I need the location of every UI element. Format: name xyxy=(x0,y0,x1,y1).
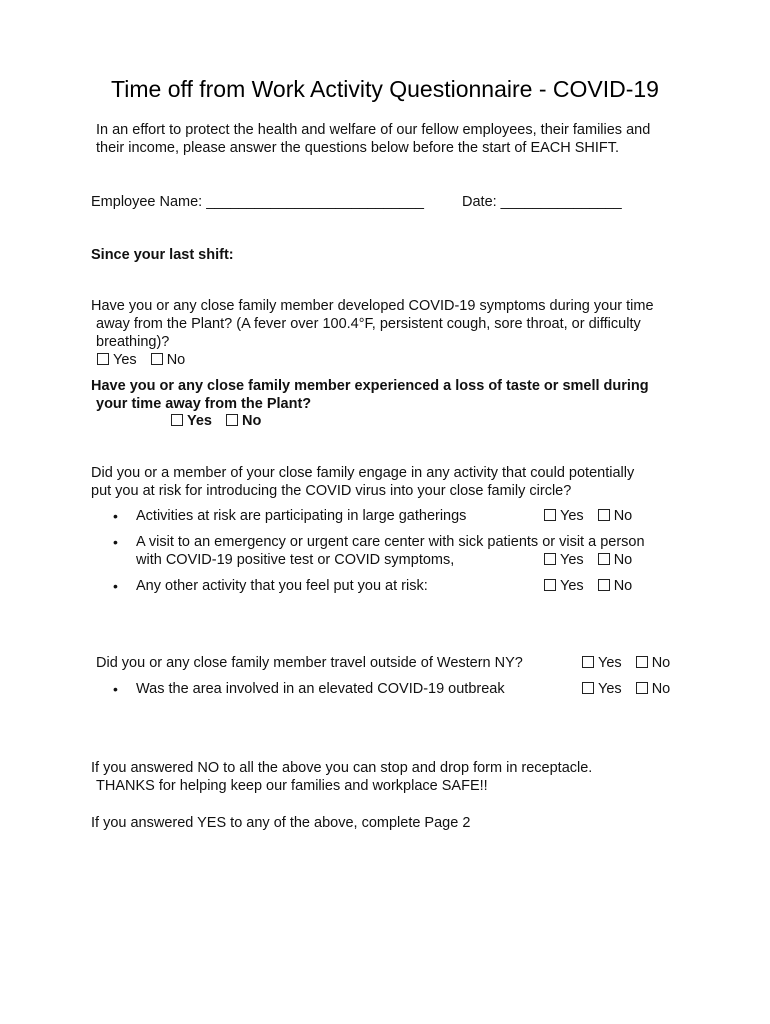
q4-sub-text: Was the area involved in an elevated COVID-19 outbreak xyxy=(136,681,505,697)
q3-item-2-options xyxy=(544,551,642,569)
q1-no-checkbox[interactable] xyxy=(151,351,186,369)
checkbox-icon xyxy=(151,353,163,365)
page-title: Time off from Work Activity Questionnaire - COVID-19 xyxy=(111,76,659,102)
checkbox-icon xyxy=(598,509,610,521)
yes-label: Yes xyxy=(560,552,584,568)
q4-no-checkbox[interactable] xyxy=(636,654,671,672)
q4-sub-no-checkbox[interactable] xyxy=(636,680,671,698)
bullet-icon: • xyxy=(113,534,118,550)
q3-item-3-no-checkbox[interactable] xyxy=(598,577,633,595)
q1-line-2: away from the Plant? (A fever over 100.4°F, persistent cough, sore throat, or difficulty xyxy=(96,316,641,332)
q3-line-1: Did you or a member of your close family engage in any activity that could potentially xyxy=(91,465,635,481)
q3-item-3-yes-checkbox[interactable] xyxy=(544,577,584,595)
since-last-shift-heading: Since your last shift: xyxy=(91,247,234,263)
checkbox-icon xyxy=(636,682,648,694)
q4-sub-options xyxy=(582,680,680,698)
bullet-icon: • xyxy=(113,508,118,524)
checkbox-icon xyxy=(226,414,238,426)
yes-label: Yes xyxy=(560,578,584,594)
q4-options xyxy=(582,654,680,672)
q2-yes-checkbox[interactable] xyxy=(171,412,212,430)
checkbox-icon xyxy=(171,414,183,426)
q3-item-1-text: Activities at risk are participating in large gatherings xyxy=(136,508,467,524)
q1-no-label: No xyxy=(166,352,186,368)
q3-item-2-yes-checkbox[interactable] xyxy=(544,551,584,569)
q3-item-3-text: Any other activity that you feel put you at risk: xyxy=(136,578,428,594)
checkbox-icon xyxy=(582,656,594,668)
q4-text: Did you or any close family member travel outside of Western NY? xyxy=(96,655,523,671)
closing-no-line-1: If you answered NO to all the above you can stop and drop form in receptacle. xyxy=(91,760,593,776)
q2-options xyxy=(171,412,271,430)
q2-yes-label: Yes xyxy=(187,413,212,429)
no-label: No xyxy=(651,655,671,671)
no-label: No xyxy=(651,681,671,697)
q3-item-2-line-1: A visit to an emergency or urgent care center with sick patients or visit a person xyxy=(136,534,645,550)
no-label: No xyxy=(613,508,633,524)
q3-item-2-no-checkbox[interactable] xyxy=(598,551,633,569)
q3-item-1-yes-checkbox[interactable] xyxy=(544,507,584,525)
yes-label: Yes xyxy=(598,655,622,671)
yes-label: Yes xyxy=(560,508,584,524)
q4-sub-yes-checkbox[interactable] xyxy=(582,680,622,698)
date-field[interactable]: Date: _______________ xyxy=(462,194,622,210)
employee-name-field[interactable]: Employee Name: ___________________________ xyxy=(91,194,424,210)
checkbox-icon xyxy=(544,579,556,591)
q2-line-2: your time away from the Plant? xyxy=(96,396,312,412)
checkbox-icon xyxy=(544,553,556,565)
q4-yes-checkbox[interactable] xyxy=(582,654,622,672)
checkbox-icon xyxy=(598,579,610,591)
bullet-icon: • xyxy=(113,681,118,697)
q1-options xyxy=(97,351,195,369)
q2-no-label: No xyxy=(242,413,262,429)
checkbox-icon xyxy=(636,656,648,668)
closing-yes-line: If you answered YES to any of the above, complete Page 2 xyxy=(91,815,471,831)
checkbox-icon xyxy=(544,509,556,521)
checkbox-icon xyxy=(598,553,610,565)
q3-item-1-no-checkbox[interactable] xyxy=(598,507,633,525)
q1-yes-checkbox[interactable] xyxy=(97,351,137,369)
q3-item-1-options xyxy=(544,507,642,525)
q2-no-checkbox[interactable] xyxy=(226,412,261,430)
no-label: No xyxy=(613,552,633,568)
checkbox-icon xyxy=(97,353,109,365)
intro-line-2: their income, please answer the questions below before the start of EACH SHIFT. xyxy=(96,140,620,156)
bullet-icon: • xyxy=(113,578,118,594)
intro-line-1: In an effort to protect the health and welfare of our fellow employees, their families and xyxy=(96,122,651,138)
closing-no-line-2: THANKS for helping keep our families and workplace SAFE!! xyxy=(96,778,488,794)
no-label: No xyxy=(613,578,633,594)
checkbox-icon xyxy=(582,682,594,694)
yes-label: Yes xyxy=(598,681,622,697)
q1-yes-label: Yes xyxy=(113,352,137,368)
q3-line-2: put you at risk for introducing the COVID virus into your close family circle? xyxy=(91,483,572,499)
q1-line-1: Have you or any close family member developed COVID-19 symptoms during your time xyxy=(91,298,654,314)
q1-line-3: breathing)? xyxy=(96,334,170,350)
q2-line-1: Have you or any close family member experienced a loss of taste or smell during xyxy=(91,378,649,394)
q3-item-3-options xyxy=(544,577,642,595)
q3-item-2-line-2: with COVID-19 positive test or COVID symptoms, xyxy=(136,552,455,568)
